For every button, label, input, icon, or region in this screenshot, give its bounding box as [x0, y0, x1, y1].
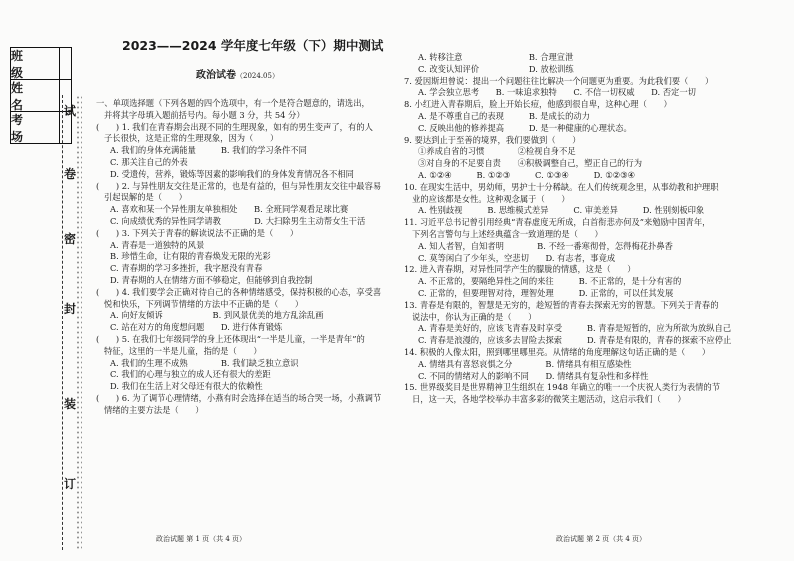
- text-line: C. 那关注自己的外表: [110, 156, 188, 167]
- text-line: 悦和快乐，下列调节情绪的方法中不正确的是（ ）: [104, 298, 304, 309]
- text-line: 子长很快，这是正常的生理现象，因为（ ）: [104, 133, 279, 144]
- text-line: ( ) 2. 与异性朋友交往是正常的，也是有益的，但与异性朋友交往中最容易: [96, 180, 382, 191]
- text-line: 特征，这里的一半是儿童，指的是（ ）: [104, 345, 262, 356]
- text-line: 业的应该都是女性。这种观念属于（ ）: [412, 193, 570, 204]
- text-line: C. 莫等闲白了少年头，空悲切 D. 有志者，事竟成: [418, 252, 616, 263]
- name-label: 姓 名: [11, 80, 48, 112]
- seal-char: 封: [64, 302, 77, 316]
- exam-title: 2023——2024 学年度七年级（下）期中测试: [122, 38, 384, 53]
- class-field[interactable]: [59, 48, 71, 79]
- text-line: ( ) 3. 下列关于青春的解读说法不正确的是（ ）: [96, 227, 299, 238]
- text-line: A. 转移注意 B. 合理宣泄: [418, 52, 574, 62]
- text-line: 11. 习近平总书记曾引用经典“青春虚度无所成，白首衔悲亦何及”来勉励中国青年，: [404, 217, 711, 228]
- text-line: 说法中，你认为正确的是（ ）: [412, 311, 537, 322]
- text-line: ①养成自省的习惯 ②检视自身不足: [418, 146, 576, 157]
- seal-char: 试: [64, 104, 77, 118]
- text-line: A. 青春是美好的，应该飞青春及时享受 B. 青春是短暂的，应为所欲为放纵自己: [418, 323, 732, 334]
- text-line: 情绪的主要方法是（ ）: [104, 404, 204, 415]
- exam-room-label: 考 场: [11, 112, 48, 144]
- text-line: A. 青春是一道独特的风景: [110, 239, 205, 250]
- text-line: D. 我们在生活上对父母还有很大的依赖性: [110, 381, 263, 392]
- text-line: 7. 爱因斯坦曾说：提出一个问题往往比解决一个问题更为重要。为此我们要（ ）: [404, 75, 714, 86]
- text-line: A. 向好友倾诉 B. 到风景优美的地方乱涂乱画: [110, 310, 324, 321]
- text-line: ( ) 5. 在我们七年级同学的身上还体现出“一半是儿童，一半是青年”的: [96, 333, 365, 344]
- right-column: [404, 52, 788, 406]
- text-line: A. 性别歧视 B. 思维模式差异 C. 审美差异 D. 性别刻板印象: [418, 205, 705, 216]
- text-line: 10. 在现实生活中，男幼师，男护士十分稀缺。在人们传统观念里，从事幼教和护理职: [404, 181, 719, 192]
- left-column: [96, 98, 396, 417]
- class-row: [10, 47, 72, 80]
- subject-name: 政治试卷: [196, 70, 236, 81]
- text-line: C. 改变认知评价 D. 放松训练: [418, 63, 574, 74]
- text-line: C. 正常的，但要理智对待，理智处理 D. 正常的，可以任其发展: [418, 287, 674, 298]
- text-line: A. 学会独立思考 B. 一味追求独特 C. 不信一切权威 D. 否定一切: [418, 87, 696, 98]
- text-line: A. 我们的身体充满能量 B. 我们的学习条件不同: [110, 145, 307, 156]
- text-line: A. ①②④ B. ①②③ C. ①③④ D. ①②③④: [418, 169, 635, 180]
- class-label: 班 级: [11, 48, 48, 80]
- text-line: 一、单项选择题（下列各题的四个选项中，有一个是符合题意的，请选出，: [96, 98, 370, 108]
- text-line: 12. 进入青春期，对异性同学产生的朦胧的情感，这是（ ）: [404, 264, 636, 275]
- text-line: 14. 积极的人像太阳，照到哪里哪里亮。从情绪的角度理解这句话正确的是（ ）: [404, 346, 711, 357]
- text-line: D. 青春期的人在情绪方面不够稳定，但能够到自我控制: [110, 274, 313, 285]
- text-line: 并将其字母填入题前括号内。每小题 3 分，共 54 分）: [104, 109, 305, 120]
- text-line: ( ) 4. 我们要学会正确对待自己的各种情绪感受，保持积极的心态，享受喜: [96, 286, 382, 297]
- text-line: ③对自身的不足要自责 ④积极调整自己，塑正自己的行为: [418, 158, 643, 169]
- seal-line: [62, 95, 63, 550]
- text-line: C. 反映出他的修养提高 D. 是一种健康的心理状态。: [418, 122, 632, 133]
- text-line: A. 情绪具有喜怒哀惧之分 B. 情绪具有相互感染性: [418, 358, 632, 369]
- exam-subtitle: [196, 66, 279, 81]
- text-line: C. 不同的情绪对人的影响不同 D. 情绪具有复杂性和多样性: [418, 370, 649, 381]
- text-line: A. 我们的生理不成熟 B. 我们缺乏独立意识: [110, 357, 299, 368]
- text-line: 13. 青春是有限的，智慧是无穷的，趁短暂的青春去探索无穷的智慧。下列关于青春的: [404, 299, 719, 310]
- text-line: 9. 要达到止于至善的境界，我们要做到（ ）: [404, 134, 581, 145]
- page-footer-left: 政治试题 第 1 页（共 4 页）: [156, 535, 247, 543]
- text-line: C. 站在对方的角度想问题 D. 进行体育锻炼: [110, 322, 283, 333]
- text-line: A. 不正常的，要隔绝异性之间的来往 B. 不正常的，是十分有害的: [418, 276, 682, 287]
- text-line: A. 是不尊重自己的表现 B. 是成长的动力: [418, 110, 590, 121]
- page-footer-right: 政治试题 第 2 页（共 4 页）: [556, 535, 647, 543]
- seal-char: 卷: [64, 167, 77, 181]
- text-line: C. 我们的心理与独立的成人还有很大的差距: [110, 369, 271, 380]
- text-line: 下列名言警句与上述经典蕴含一致道理的是（ ）: [412, 228, 603, 239]
- text-line: C. 青春期的学习多挫折，我字愿没有青春: [110, 263, 263, 274]
- text-line: 引起误解的是（ ）: [104, 192, 187, 203]
- exam-date: （2024.05）: [236, 72, 279, 80]
- text-line: 15. 世界级奖目是世界精神卫生组织在 1948 年确立的唯一一个庆祝人类行为表情的节: [404, 382, 721, 393]
- text-line: A. 知人者智，自知者明 B. 不经一番寒彻骨，怎得梅花扑鼻香: [418, 240, 673, 251]
- text-line: C. 青春是浪漫的，应该多去冒险去探索 D. 青春是有限的，青春的探索不应停止: [418, 335, 732, 346]
- text-line: ( ) 1. 我们在青春期会出现不同的生理现象，如有的男生变声了，有的人: [96, 121, 373, 132]
- text-line: A. 喜欢和某一个异性朋友单独相处 B. 全班同学观看足球比赛: [110, 204, 349, 215]
- text-line: ( ) 6. 为了调节心理情绪，小燕有时会选择在适当的场合哭一场，小燕调节: [96, 392, 382, 403]
- text-line: D. 受遗传，营养，锻炼等因素的影响我们的身体发育情况各不相同: [110, 168, 354, 179]
- seal-char: 订: [64, 477, 77, 491]
- seal-char: 装: [64, 397, 77, 411]
- text-line: B. 珍惜生命，让有限的青春焕发无限的光彩: [110, 251, 271, 262]
- seal-dots: [76, 95, 82, 550]
- seal-char: 密: [64, 232, 77, 246]
- text-line: 8. 小红进入青春期后，脸上开始长痘，他感到很自卑，这种心理（ ）: [404, 99, 672, 110]
- text-line: C. 向成绩优秀的异性同学请教 D. 大扫除男生主动帮女生干活: [110, 215, 366, 226]
- text-line: 日，这一天，各地学校举办丰富多彩的微笑主题活动，这启示我们（ ）: [412, 394, 686, 405]
